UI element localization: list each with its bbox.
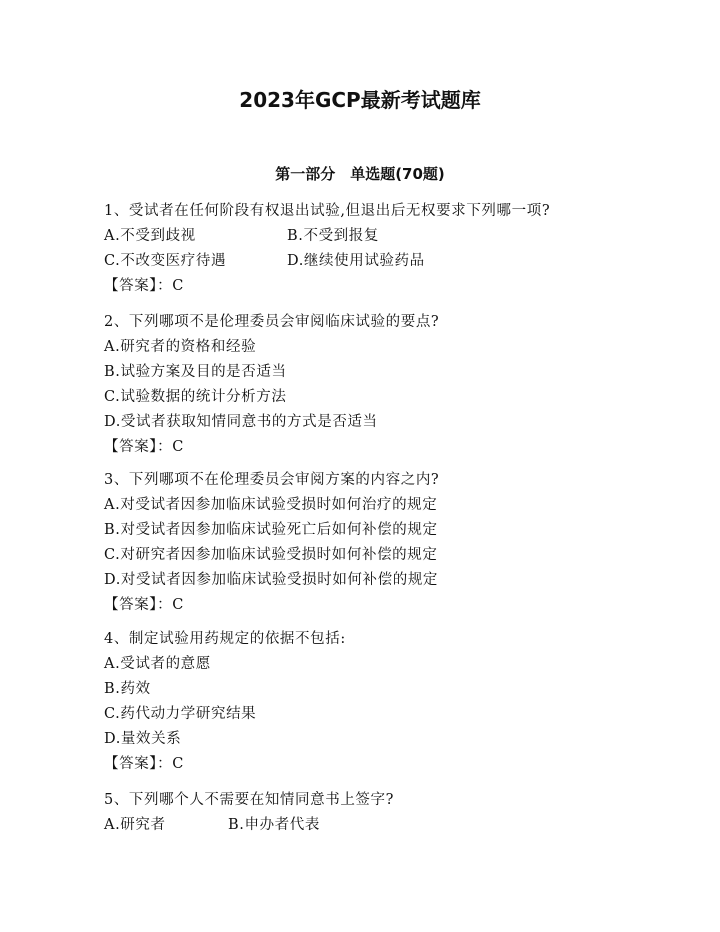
question-2-answer: 【答案】：C bbox=[104, 439, 184, 455]
question-4-option-b: B.药效 bbox=[104, 681, 151, 697]
question-2-option-c: C.试验数据的统计分析方法 bbox=[104, 389, 287, 405]
question-3-option-d: D.对受试者因参加临床试验受损时如何补偿的规定 bbox=[104, 572, 439, 588]
question-4-option-c: C.药代动力学研究结果 bbox=[104, 706, 257, 722]
question-1-option-a: A.不受到歧视 bbox=[104, 228, 196, 244]
question-2-stem: 2、下列哪项不是伦理委员会审阅临床试验的要点? bbox=[104, 314, 440, 330]
question-2-option-a: A.研究者的资格和经验 bbox=[104, 339, 257, 355]
question-4-option-d: D.量效关系 bbox=[104, 731, 182, 747]
question-2-option-d: D.受试者获取知情同意书的方式是否适当 bbox=[104, 414, 378, 430]
section-heading: 第一部分 单选题(70题) bbox=[275, 165, 445, 183]
question-4-answer: 【答案】：C bbox=[104, 756, 184, 772]
question-1-option-c: C.不改变医疗待遇 bbox=[104, 253, 227, 269]
question-1-option-b: B.不受到报复 bbox=[287, 228, 379, 244]
question-3-stem: 3、下列哪项不在伦理委员会审阅方案的内容之内? bbox=[104, 472, 440, 488]
question-5-option-b: B.申办者代表 bbox=[228, 817, 320, 833]
question-5-option-a: A.研究者 bbox=[104, 817, 166, 833]
question-1-stem: 1、受试者在任何阶段有权退出试验,但退出后无权要求下列哪一项? bbox=[104, 203, 551, 219]
question-5-stem: 5、下列哪个人不需要在知情同意书上签字? bbox=[104, 792, 394, 808]
document-title: 2023年GCP最新考试题库 bbox=[239, 88, 481, 112]
question-1-answer: 【答案】：C bbox=[104, 278, 184, 294]
question-2-option-b: B.试验方案及目的是否适当 bbox=[104, 364, 287, 380]
question-3-answer: 【答案】：C bbox=[104, 597, 184, 613]
question-4-option-a: A.受试者的意愿 bbox=[104, 656, 211, 672]
question-1-option-d: D.继续使用试验药品 bbox=[287, 253, 425, 269]
question-3-option-a: A.对受试者因参加临床试验受损时如何治疗的规定 bbox=[104, 497, 438, 513]
question-4-stem: 4、制定试验用药规定的依据不包括: bbox=[104, 631, 346, 647]
question-3-option-b: B.对受试者因参加临床试验死亡后如何补偿的规定 bbox=[104, 522, 438, 538]
question-3-option-c: C.对研究者因参加临床试验受损时如何补偿的规定 bbox=[104, 547, 438, 563]
